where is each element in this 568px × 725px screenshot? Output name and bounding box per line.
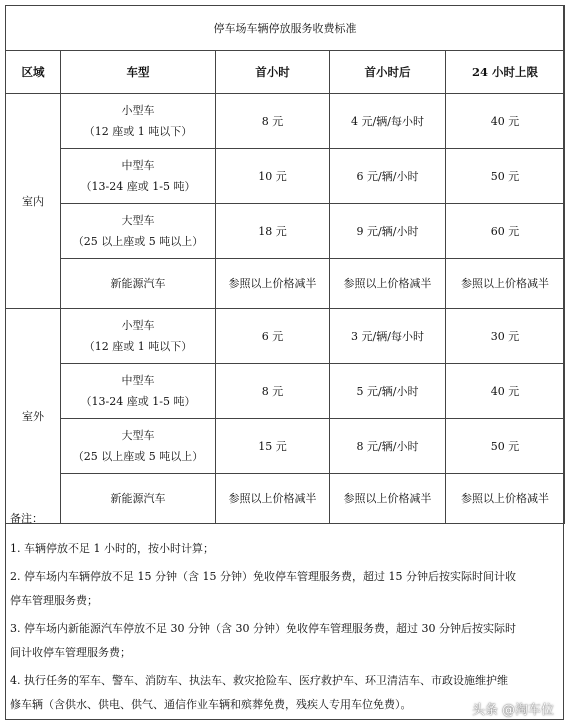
after-first-hour-fee: 4 元/辆/每小时	[330, 94, 446, 149]
after-first-hour-fee: 9 元/辆/小时	[330, 204, 446, 259]
watermark-text: 头条 @淘车位	[471, 703, 554, 718]
first-hour-fee: 参照以上价格减半	[216, 474, 330, 524]
vehicle-type-name: 新能源汽车	[61, 474, 216, 524]
first-hour-fee: 10 元	[216, 149, 330, 204]
first-hour-fee: 18 元	[216, 204, 330, 259]
vehicle-type-cell	[61, 364, 216, 419]
header-zone: 区域	[6, 51, 61, 94]
daily-cap-fee: 40 元	[446, 364, 565, 419]
vehicle-type-cell	[61, 204, 216, 259]
daily-cap-fee: 50 元	[446, 149, 565, 204]
note-line: 3. 停车场内新能源汽车停放不足 30 分钟（含 30 分钟）免收停车管理服务费，超过 30 分钟后按实际时	[10, 622, 516, 635]
daily-cap-fee: 60 元	[446, 204, 565, 259]
vehicle-type-name: 大型车	[121, 214, 155, 227]
table-row	[6, 419, 565, 474]
zone-cell-indoor: 室内	[6, 94, 61, 309]
note-line: 1. 车辆停放不足 1 小时的，按小时计算；	[10, 542, 214, 555]
source-watermark	[472, 699, 554, 718]
vehicle-type-spec: （12 座或 1 吨以下）	[83, 340, 193, 353]
vehicle-type-cell	[61, 419, 216, 474]
table-row	[6, 94, 565, 149]
vehicle-type-spec: （13-24 座或 1-5 吨）	[80, 180, 196, 193]
vehicle-type-cell	[61, 149, 216, 204]
after-first-hour-fee: 3 元/辆/每小时	[330, 309, 446, 364]
after-first-hour-fee: 参照以上价格减半	[330, 474, 446, 524]
note-line: 停车管理服务费；	[10, 594, 98, 607]
header-first-hour: 首小时	[216, 51, 330, 94]
first-hour-fee: 8 元	[216, 364, 330, 419]
daily-cap-fee: 40 元	[446, 94, 565, 149]
header-after-first-hour: 首小时后	[330, 51, 446, 94]
zone-cell-outdoor: 室外	[6, 309, 61, 524]
note-line: 间计收停车管理服务费；	[10, 646, 131, 659]
after-first-hour-fee: 6 元/辆/小时	[330, 149, 446, 204]
vehicle-type-cell	[61, 94, 216, 149]
table-row	[6, 204, 565, 259]
table-title: 停车场车辆停放服务收费标准	[6, 6, 565, 51]
vehicle-type-name: 大型车	[121, 429, 155, 442]
table-row	[6, 259, 565, 309]
daily-cap-fee: 50 元	[446, 419, 565, 474]
header-vehicle-type: 车型	[61, 51, 216, 94]
vehicle-type-spec: （25 以上座或 5 吨以上）	[72, 450, 204, 463]
vehicle-type-cell	[61, 309, 216, 364]
first-hour-fee: 8 元	[216, 94, 330, 149]
daily-cap-fee: 参照以上价格减半	[446, 259, 565, 309]
header-row	[6, 51, 565, 94]
table-row	[6, 149, 565, 204]
first-hour-fee: 6 元	[216, 309, 330, 364]
daily-cap-fee: 30 元	[446, 309, 565, 364]
vehicle-type-spec: （25 以上座或 5 吨以上）	[72, 235, 204, 248]
vehicle-type-name: 新能源汽车	[61, 259, 216, 309]
title-row	[6, 6, 565, 51]
table-row	[6, 309, 565, 364]
header-24h-cap: 24 小时上限	[446, 51, 565, 94]
daily-cap-fee: 参照以上价格减半	[446, 474, 565, 524]
vehicle-type-name: 小型车	[121, 319, 155, 332]
table-row	[6, 364, 565, 419]
vehicle-type-name: 中型车	[121, 374, 155, 387]
after-first-hour-fee: 参照以上价格减半	[330, 259, 446, 309]
note-line: 修车辆（含供水、供电、供气、通信作业车辆和殡葬免费，残疾人专用车位免费）。	[10, 698, 412, 711]
vehicle-type-name: 中型车	[121, 159, 155, 172]
first-hour-fee: 15 元	[216, 419, 330, 474]
notes-label: 备注：	[10, 512, 43, 525]
vehicle-type-spec: （13-24 座或 1-5 吨）	[80, 395, 196, 408]
first-hour-fee: 参照以上价格减半	[216, 259, 330, 309]
fee-table	[5, 5, 565, 524]
vehicle-type-name: 小型车	[121, 104, 155, 117]
note-line: 4. 执行任务的军车、警车、消防车、执法车、救灾抢险车、医疗救护车、环卫清洁车、市政设施维护维	[10, 674, 508, 687]
after-first-hour-fee: 8 元/辆/小时	[330, 419, 446, 474]
note-line: 2. 停车场内车辆停放不足 15 分钟（含 15 分钟）免收停车管理服务费，超过 15 分钟后按实际时间计收	[10, 570, 516, 583]
after-first-hour-fee: 5 元/辆/小时	[330, 364, 446, 419]
vehicle-type-spec: （12 座或 1 吨以下）	[83, 125, 193, 138]
